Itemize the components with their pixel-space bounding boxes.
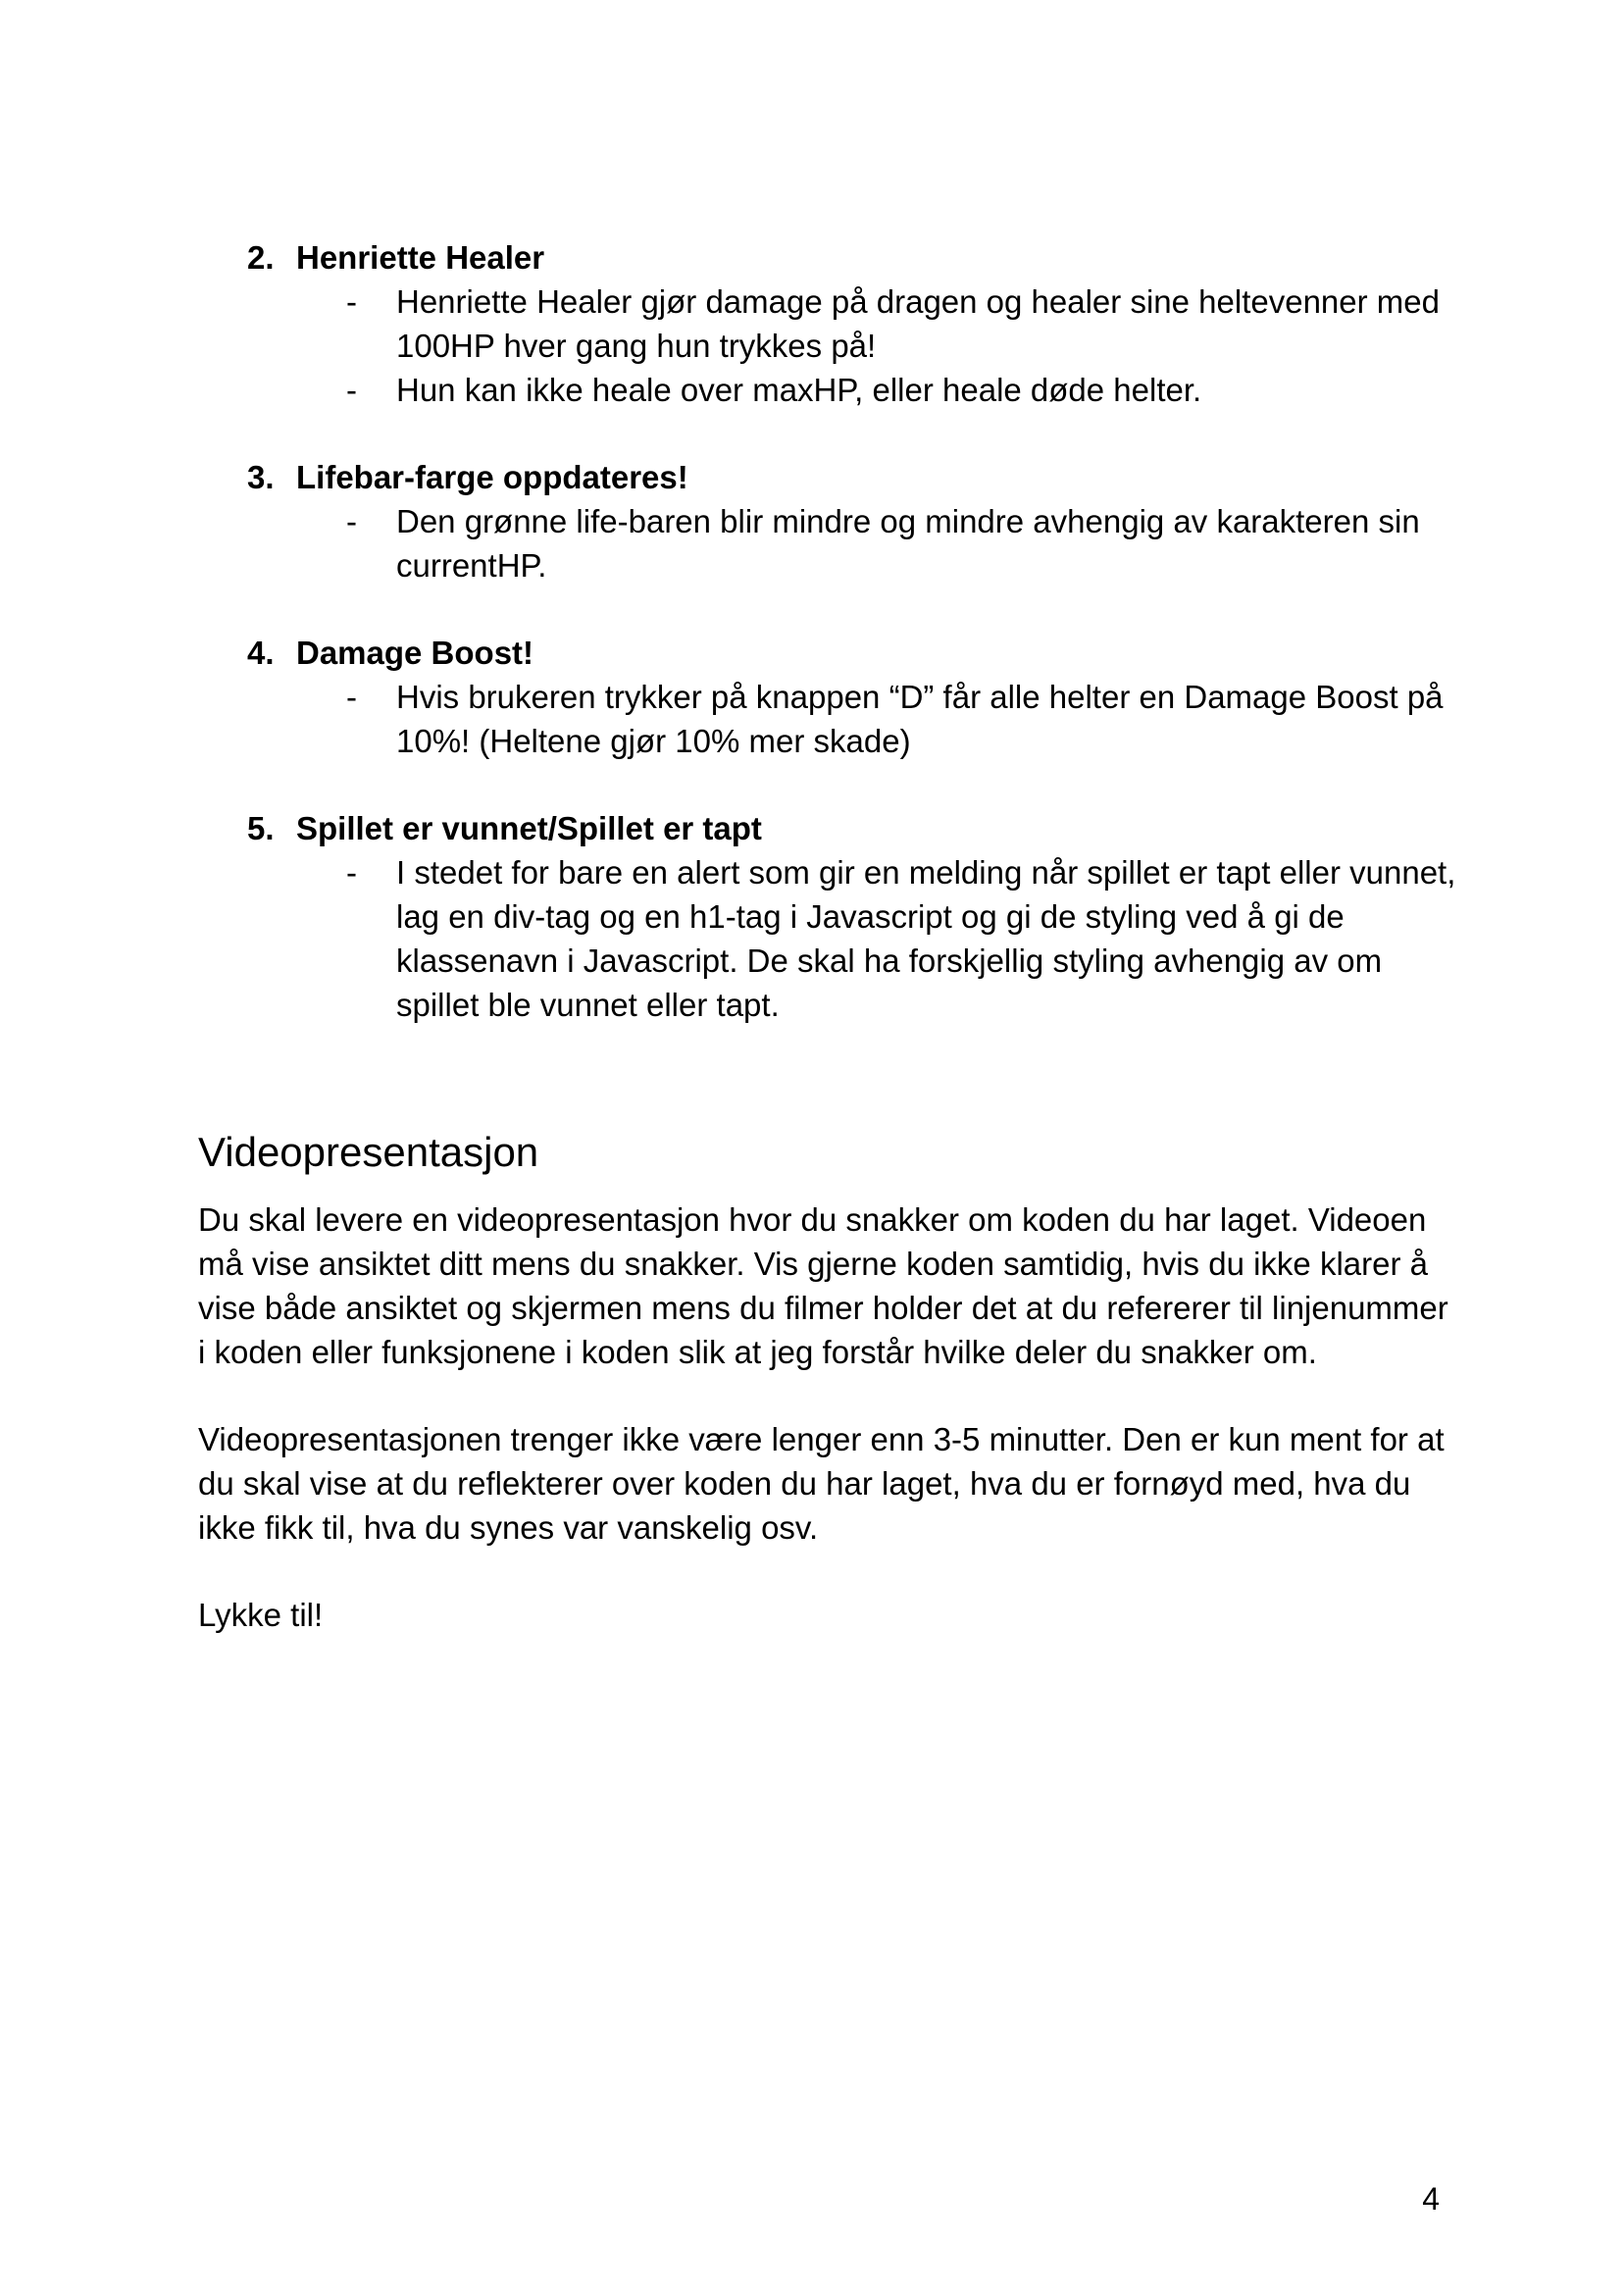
page-content (198, 235, 1463, 1680)
list-item-number: 2. (247, 239, 275, 276)
bullet-text: Hvis brukeren trykker på knappen “D” får alle helter en Damage Boost på 10%! (Heltene gjør 10% mer skade) (396, 679, 1444, 759)
bullet-text: Henriette Healer gjør damage på dragen og healer sine heltevenner med 100HP hver gang hun trykkes på! (396, 283, 1440, 364)
paragraph-closing: Lykke til! (198, 1597, 324, 1633)
bullet-text: I stedet for bare en alert som gir en melding når spillet er tapt eller vunnet, lag en div-tag og en h1-tag i Javascript og gi de styling ved å gi de klassenavn i Javascript. De skal ha forskjellig styling avhengig av om spillet ble vunnet eller tapt. (396, 854, 1456, 1023)
paragraph-intro: Du skal levere en videopresentasjon hvor du snakker om koden du har laget. Videoen må vise ansiktet ditt mens du snakker. Vis gjerne koden samtidig, hvis du ikke klarer å vise både ansiktet og skjermen mens du filmer holder det at du refererer til linjenummer i koden eller funksjonene i koden slik at jeg forstår hvilke deler du snakker om. (198, 1201, 1448, 1370)
list-item-damage-boost (198, 631, 1463, 763)
list-item-lifebar-farge (198, 455, 1463, 587)
page-number: 4 (1422, 2181, 1440, 2217)
bullet-dash: - (346, 679, 357, 715)
bullet-text: Hun kan ikke heale over maxHP, eller heale døde helter. (396, 372, 1202, 408)
bullet-dash: - (346, 372, 357, 408)
list-item-title: Henriette Healer (296, 239, 545, 276)
bullet-list (296, 499, 1463, 587)
bullet-item (296, 280, 1463, 368)
bullet-text: Den grønne life-baren blir mindre og mindre avhengig av karakteren sin currentHP. (396, 503, 1420, 584)
list-item-title: Spillet er vunnet/Spillet er tapt (296, 810, 762, 846)
list-item-title: Lifebar-farge oppdateres! (296, 459, 688, 495)
bullet-list (296, 675, 1463, 763)
bullet-list (296, 850, 1463, 1027)
bullet-list (296, 280, 1463, 412)
bullet-item (296, 850, 1463, 1027)
bullet-dash: - (346, 283, 357, 320)
bullet-dash: - (346, 503, 357, 539)
section-heading-videopresentasjon: Videopresentasjon (198, 1129, 539, 1175)
bullet-item (296, 675, 1463, 763)
list-item-henriette-healer (198, 235, 1463, 412)
list-item-title: Damage Boost! (296, 635, 534, 671)
paragraph-duration: Videopresentasjonen trenger ikke være lenger enn 3-5 minutter. Den er kun ment for at du skal vise at du reflekterer over koden du har laget, hva du er fornøyd med, hva du ikke fikk til, hva du synes var vanskelig osv. (198, 1421, 1445, 1546)
bullet-dash: - (346, 854, 357, 891)
list-item-number: 4. (247, 635, 275, 671)
bullet-item (296, 499, 1463, 587)
bullet-item (296, 368, 1463, 412)
list-item-spillet (198, 806, 1463, 1027)
list-item-number: 3. (247, 459, 275, 495)
numbered-list (198, 235, 1463, 1027)
list-item-number: 5. (247, 810, 275, 846)
